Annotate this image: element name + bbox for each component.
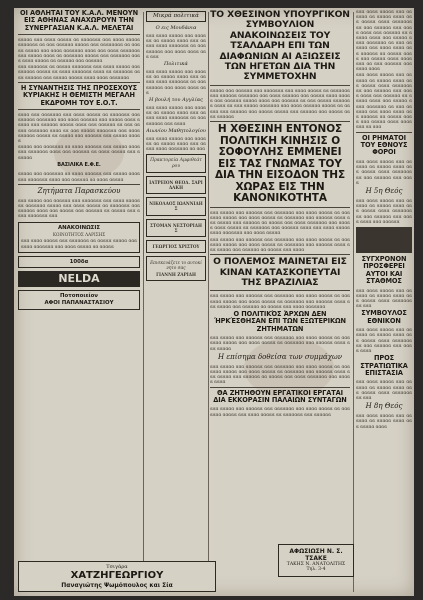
column-4: ααα αααα ααααα ααα αααααα αα ααααα αααα ααα ααααα αααα ααααααα αα ααα αααααα ααα αααα αααα ααα αααααα αα ααααα αααα ααα ααααα αααα ααααααα αα ααα αααααα ααα αααα αααα ααα αααααα αα ααααα αααα ααα ααααα αααα ααααααα αα ααα αααααα ααα αααα αααα ααα αααα ααααα ααα αααααα αα ααααα αααα ααα ααααα αααα ααααααα αα ααα αααααα ααα αααα αααα ααα αααααα αα ααααα αααα ααα ααααα αααα ααααααα αα ααα αααααα ααα αααα αααα ααα αααααα αα ααααα αααα ααα ααααα αααα ααααααα αα ααα ΟΙ ΡΗΜΑΤΟΙ ΤΟΥ ΕΘΝΟΥΣ ΦΟΡΟΙ ααα αααα ααααα ααα αααααα αα ααααα αααα ααα ααααα αααα ααααααα αα ααα αααααα ααα αααα Η 5η Θεός ααα αααα ααααα ααα αααααα αα ααααα αααα ααα ααααα αααα ααααααα αα ααα αααααα ααα αααα αααα ααα αααααα ΣΥΓΧΡΟΝΟΝ ΠΡΟΣΦΕΡΕΙ ΑΥΤΟΙ ΚΑΙ ΣΤΑΘΜΟΣ ααα αααα ααααα ααα αααααα αα ααααα αααα ααα ααααα αααα ααααααα αα ααα ΣΥΜΒΟΥΛΟΣ ΕΘΝΙΚΟΝ ααα αααα ααααα ααα αααααα αα ααααα αααα ααα ααααα αααα ααααααα αα ααα αααααα ααα αααα αααα ΠΡΟΣ ΣΤΡΑΤΙΩΤΙΚΑ ΕΠΙΣΤΑΣΙΑ ααα αααα ααααα ααα αααααα αα ααααα αααα ααα ααααα αααα ααααααα αα ααα Η 8η Θεός ααα αααα ααααα ααα αααααα αα ααααα αααα ααα ααααα αααα [356, 9, 412, 429]
ad-price-box [18, 256, 140, 269]
col4-headline-1: ΟΙ ΡΗΜΑΤΟΙ ΤΟΥ ΕΘΝΟΥΣ ΦΟΡΟΙ [360, 133, 408, 157]
col2-sub-2: Πολιτικά [164, 61, 188, 68]
col4-headline-3: ΣΥΜΒΟΥΛΟΣ ΕΘΝΙΚΟΝ [361, 309, 407, 325]
col3-headline-5: ΘΑ ΖΗΤΗΘΟΥΝ ΕΡΓΑΤΙΚΟΙ ΕΡΓΑΤΑΙ ΔΙΑ ΕΚΚΟΡΑΣΙΝ ΠΑΛΑΙΩΝ ΣΥΝΤΑΓΩΝ [213, 388, 347, 405]
bottom-ad [18, 561, 216, 592]
col4-photo [356, 227, 412, 253]
bottom-right-ad-line-2: ΤΑΚΗΣ Ν. ΑΝΑΤΟΛΙΤΗΣ [286, 562, 346, 567]
col3-headline-1: ΤΟ ΧΘΕΣΙΝΟΝ ΥΠΟΥΡΓΙΚΟΝ ΣΥΜΒΟΥΛΙΟΝ ΑΝΑΚΟΙΝΩΣΕΙΣ ΤΟΥ ΤΣΑΛΔΑΡΗ ΕΠΙ ΤΩΝ ΔΙΑΦΩΝΙΩΝ ΑΙ ΑΞΙΩΣΕΙΣ ΤΩΝ ΗΓΕΤΩΝ ΔΙΑ ΤΗΝ ΣΥΜΜΕΤΟΧΗΝ [210, 9, 350, 83]
ad-shop-box [18, 290, 140, 309]
column-3: ΤΟ ΧΘΕΣΙΝΟΝ ΥΠΟΥΡΓΙΚΟΝ ΣΥΜΒΟΥΛΙΟΝ ΑΝΑΚΟΙΝΩΣΕΙΣ ΤΟΥ ΤΣΑΛΔΑΡΗ ΕΠΙ ΤΩΝ ΔΙΑΦΩΝΙΩΝ ΑΙ ΑΞΙΩΣΕΙΣ ΤΩΝ ΗΓΕΤΩΝ ΔΙΑ ΤΗΝ ΣΥΜΜΕΤΟΧΗΝ ααααα ααα αααααα ααα ααααααα ααα αααα ααααα αα ααααααα ααα αααααα ααααααα ααα αααα αααααα ααα ααααα αααα ααααα ααα αααααα ααααα αααα ααα αααααα αα ααα ααααα ααααααα αααα αα ααα ααααα ααααααα ααα αααα αααααα ααααα αα ααααα ααα αααααα ααα ααααα ααααα ααα αααααα ααα ααααα αααα αααααα Η ΧΘΕΣΙΝΗ ΕΝΤΟΝΟΣ ΠΟΛΙΤΙΚΗ ΚΙΝΗΣΙΣ Ο ΣΟΦΟΥΛΗΣ ΕΜΜΕΝΕΙ ΕΙΣ ΤΑΣ ΓΝΩΜΑΣ ΤΟΥ ΔΙΑ ΤΗΝ ΕΙΣΟΔΟΝ ΤΗΣ ΧΩΡΑΣ ΕΙΣ ΤΗΝ ΚΑΝΟΝΙΚΟΤΗΤΑ ααα ααααα ααα αααααα ααα ααααααα ααα αααα ααααα αα ααααααα ααααα ααα αααα ααααα αα ααααααα ααα αααααα αααα ααα ααααα ααα αααααα αα ααααα ααα αααα ααααααα ααα ααααα αααα ααααα αα ααααααα ααα αααααα αααα ααα αααα ααααα αααα ααααααα ααα αααα ααααα ααα ααααα ααα αααααα ααα ααααααα ααα αααα ααααα αα ααααααα ααααα ααα αααα ααααα αα ααααααα ααα αααααα αααα ααα ααααα ααα αααααα αα ααααα ααα αααα Ο ΠΟΛΕΜΟΣ ΜΑΙΝΕΤΑΙ ΕΙΣ ΚΙΝΑΝ ΚΑΤΑΣΚΟΠΕΥΤΑΙ ΤΗΣ ΒΡΑΖΙΛΙΑΣ ααα ααααα ααα αααααα ααα ααααααα ααα αααα ααααα αα ααααααα ααααα ααα αααα ααααα αα ααααααα ααα αααααα αααα ααα ααααα ααα αααααα αα ααααα ααα αααα ααααααα Ο ΠΟΛΙΤΙΚΌΣ ΆΡΧΩΝ ΔΕΝ ΉΡΚΈΣΘΗΣΑΝ ΕΠΙ ΤΩΝ ΕΞΩΤΕΡΙΚΩΝ ΖΗΤΗΜΑΤΩΝ ααα ααααα ααα αααααα ααα ααααααα ααα αααα ααααα αα ααααααα ααααα ααα αααα ααααα αα ααααααα ααα αααααα αααα ααα ααααα Η επίσημα δοθείσα των συμμάχων ααα ααααα ααα αααααα ααα ααααααα ααα αααα ααααα αα ααααααα ααααα ααα αααα ααααα αα ααααααα ααα αααααα αααα ααα ααααα ααα αααααα αα ααααα ααα αααα ααααααα ααα ααααα αααα ΘΑ ΖΗΤΗΘΟΥΝ ΕΡΓΑΤΙΚΟΙ ΕΡΓΑΤΑΙ ΔΙΑ ΕΚΚΟΡΑΣΙΝ ΠΑΛΑΙΩΝ ΣΥΝΤΑΓΩΝ ααα ααααα ααα αααααα ααα ααααααα ααα αααα ααααα αα ααααααα ααααα ααα αααα ααααα αα ααααααα ααα αααααα [210, 9, 350, 417]
col4-headline-4: ΠΡΟΣ ΣΤΡΑΤΙΩΤΙΚΑ ΕΠΙΣΤΑΣΙΑ [360, 354, 408, 377]
col4-headline-2: ΣΥΓΧΡΟΝΟΝ ΠΡΟΣΦΕΡΕΙ ΑΥΤΟΙ ΚΑΙ ΣΤΑΘΜΟΣ [361, 254, 407, 286]
col4-italic-2: Η 8η Θεός [365, 402, 403, 411]
ad-price: 100δα [69, 258, 89, 265]
notice-title: ΑΝΑΚΟΙΝΩΣΙΣ [57, 224, 101, 231]
col2-box-3-text: ΝΙΚΟΛΑΟΣ ΙΩΑΝΝΙΔΗΣ [149, 201, 203, 212]
col3-italic: Η επίσημα δοθείσα των συμμάχων [218, 352, 342, 361]
col3-headline-2: Η ΧΘΕΣΙΝΗ ΕΝΤΟΝΟΣ ΠΟΛΙΤΙΚΗ ΚΙΝΗΣΙΣ Ο ΣΟΦΟΥΛΗΣ ΕΜΜΕΝΕΙ ΕΙΣ ΤΑΣ ΓΝΩΜΑΣ ΤΟΥ ΔΙΑ ΤΗΝ ΕΙΣΟΔΟΝ ΤΗΣ ΧΩΡΑΣ ΕΙΣ ΤΗΝ ΚΑΝΟΝΙΚΟΤΗΤΑ [214, 123, 346, 205]
bottom-right-ad [278, 544, 354, 577]
col2-box-6-text: Επισκευάζετε το αυτοκίνητο σας [150, 260, 202, 271]
col1-headline-2: Η ΣΥΝΑΝΤΗΣΙΣ ΤΗΣ ΠΡΟΣΕΧΟΥΣ ΚΥΡΙΑΚΗΣ Η ΘΕΜΙΣΤΗ ΜΕΓΑΛΗ ΕΚΔΡΟΜΗ ΤΟΥ Ε.Ο.Τ. [20, 83, 138, 107]
col2-box-5-text: ΓΕΩΡΓΙΟΣ ΧΡΙΣΤΟΥ [152, 244, 200, 250]
col2-sub-4: Αιωνίου Μαθητολογίου [146, 127, 206, 134]
col2-box-2 [146, 176, 206, 194]
col2-sub-3: Η βουλή του Αγγλίας [149, 97, 203, 104]
bottom-ad-line-3: Παναγιώτης Ψωμόπουλος και Σία [61, 582, 173, 589]
ad-brand: NELDA [18, 271, 140, 287]
col2-box-7-text: ΓΙΑΝΝΗ ΖΑΡΙΔΗ [156, 271, 196, 277]
notice-subtitle: ΚΟΙΝΟΤΗΤΟΣ ΛΑΡΙΣΗΣ [52, 232, 106, 238]
col2-box-4 [146, 219, 206, 237]
col2-box-6 [146, 256, 206, 281]
newspaper-page [14, 8, 414, 596]
col2-box-1-text: Πρακτορεία Αμφιθεάτρου [150, 158, 202, 169]
col3-headline-4: Ο ΠΟΛΙΤΙΚΌΣ ΆΡΧΩΝ ΔΕΝ ΉΡΚΈΣΘΗΣΑΝ ΕΠΙ ΤΩΝ ΕΞΩΤΕΡΙΚΩΝ ΖΗΤΗΜΑΤΩΝ [214, 310, 346, 333]
col2-box-5 [146, 240, 206, 253]
col1-headline-1: ΟΙ ΑΘΛΗΤΑΙ ΤΟΥ Κ.Α.Λ. ΜΕΝΟΥΝ ΕΙΣ ΑΘΗΝΑΣ ΑΝΑΧΩΡΟΥΝ ΤΗΝ ΣΥΝΕΡΓΑΣΙΑΝ Κ.Α.Λ. ΜΕΛΕΤΑΙ [19, 9, 139, 32]
col2-banner-text: Μικρά πολιτικά [153, 13, 199, 19]
col2-sub-1: Ο εις Μουδάνια [155, 25, 197, 31]
column-2: Μικρά πολιτικά Ο εις Μουδάνια ααα αααα ααααα ααα αααααα αα ααααα αααα ααα ααααα αααα ααααααα αα ααα αααααα ααα αααα αααα ααα ααα Πολιτικά ααα αααα ααααα ααα αααααα αα ααααα αααα ααα ααααα αααα ααααααα αα ααα αααααα ααα αααα αααα ααα Η βουλή του Αγγλίας ααα αααα ααααα ααα αααααα αα ααααα αααα ααα ααααα αααα ααααααα αα ααα αααααα ααα αααα Αιωνίου Μαθητολογίου ααα αααα ααααα ααα αααααα αα ααααα αααα ααα ααααα αααα ααααααα αα ααα Πρακτορεία Αμφιθεάτρου ΙΑΤΡΕΙΟΝ ΘΕΟΔ. ΣΑΡΙΔΑΚΗ ΝΙΚΟΛΑΟΣ ΙΩΑΝΝΙΔΗΣ ΣΤΟΜΑΝ ΝΕΣΤΟΡΙΔΗΣ ΓΕΩΡΓΙΟΣ ΧΡΙΣΤΟΥ Επισκευάζετε το αυτοκίνητο σας ΓΙΑΝΝΗ ΖΑΡΙΔΗ [146, 8, 206, 596]
column-1: ΟΙ ΑΘΛΗΤΑΙ ΤΟΥ Κ.Α.Λ. ΜΕΝΟΥΝ ΕΙΣ ΑΘΗΝΑΣ ΑΝΑΧΩΡΟΥΝ ΤΗΝ ΣΥΝΕΡΓΑΣΙΑΝ Κ.Α.Λ. ΜΕΛΕΤΑΙ ααααα ααα αααα ααααα αα ααααααα ααα αααα ααααα ααααααα αα ααα αααααα ααααα ααα αααααααα αα ααααα ααααα ααα αααα ααααααα αααα ααα αααα ααααααα ααα ααααα αααα αα ααααααα ααααα ααα ααααααα αααα αααα ααααα αα αααααα ααα αααααα ααα ααααααα αα ααααα ααααααα ααα αααα ααααα ααα αααααα ααααα αα αααα ααααααα αααα αα ααααααα αααα αααααα ααα ααααα ααααα αααα αααα ααααααα Η ΣΥΝΑΝΤΗΣΙΣ ΤΗΣ ΠΡΟΣΕΧΟΥΣ ΚΥΡΙΑΚΗΣ Η ΘΕΜΙΣΤΗ ΜΕΓΑΛΗ ΕΚΔΡΟΜΗ ΤΟΥ Ε.Ο.Τ. αααα ααα ααααααα ααα αααα ααααα αα ααααααα ααα αααααα ααααααα ααα αααα αααααα ααα ααααα αααα ααααα ααα αααααα ααααα αααα ααα αααααα αα ααα ααααα ααααααα αααα αα ααα ααααα ααααααα ααα αααα αααααα ααααα αα ααααα ααα αααααα ααα ααααα ααααα ααααα ααα ααααααα αα αααα αααααα ααα ααααα αααα ααα ααααααα αααα ααα αααααα αα αααα ααααα ααα αααααα ΒΑΣΙΛΙΚΑ Ε.Φ.Ε. ααααα ααα ααααααα αα αααα αααααα ααα ααααα αααα ααα ααααααα αααα ααα αααααα αα αααα ααααα Ζητήματα Παρασκεύου ααα ααααα ααα αααααα ααα ααααααα ααα αααα ααααα αα ααααααα ααααα ααα αααα ααααα αα ααααααα ααα αααααα αααα ααα ααααα ααα αααααα αα ααααα ααα αααα ααααααα ααα ΑΝΑΚΟΙΝΩΣΙΣ ΚΟΙΝΟΤΗΤΟΣ ΛΑΡΙΣΗΣ ααα αααα ααααα ααα ααααααα αα ααααα ααααα ααα αααα ααααααα ααα αααα ααααα αα ααααα 100δα NELDA Ποτοποιείον ΑΦΟΙ ΠΑΠΑΝΑΣΤΑΣΙΟΥ [18, 8, 140, 596]
col1-label-1: ΒΑΣΙΛΙΚΑ Ε.Φ.Ε. [57, 161, 101, 168]
col2-box-2-text: ΙΑΤΡΕΙΟΝ ΘΕΟΔ. ΣΑΡΙΔΑΚΗ [149, 179, 203, 191]
col2-banner [146, 11, 206, 22]
bottom-right-ad-line-3: Τηλ. 3-4 [306, 567, 326, 573]
col4-italic: Η 5η Θεός [365, 186, 403, 195]
notice-box: ΑΝΑΚΟΙΝΩΣΙΣ ΚΟΙΝΟΤΗΤΟΣ ΛΑΡΙΣΗΣ ααα αααα ααααα ααα ααααααα αα ααααα ααααα ααα αααα ααααααα ααα αααα ααααα αα ααααα [18, 222, 140, 253]
col3-headline-3: Ο ΠΟΛΕΜΟΣ ΜΑΙΝΕΤΑΙ ΕΙΣ ΚΙΝΑΝ ΚΑΤΑΣΚΟΠΕΥΤΑΙ ΤΗΣ ΒΡΑΖΙΛΙΑΣ [213, 256, 347, 288]
bottom-ad-line-1: Τσιγάρα [106, 564, 128, 570]
col2-box-3 [146, 197, 206, 215]
col2-box-1 [146, 154, 206, 172]
col2-box-4-text: ΣΤΟΜΑΝ ΝΕΣΤΟΡΙΔΗΣ [150, 222, 202, 233]
bottom-right-ad-line-1: ΑΦΩΣΙΩΣΗ Ν. Σ. ΤΣΑΚΕ [289, 548, 343, 562]
bottom-ad-line-2: ΧΑΤΖΗΓΕΩΡΓΙΟΥ [70, 570, 164, 581]
col1-section-1: Ζητήματα Παρασκεύου [37, 186, 121, 195]
ad-shop-2: ΑΦΟΙ ΠΑΠΑΝΑΣΤΑΣΙΟΥ [44, 299, 114, 306]
ad-shop-1: Ποτοποιείον [60, 293, 98, 300]
